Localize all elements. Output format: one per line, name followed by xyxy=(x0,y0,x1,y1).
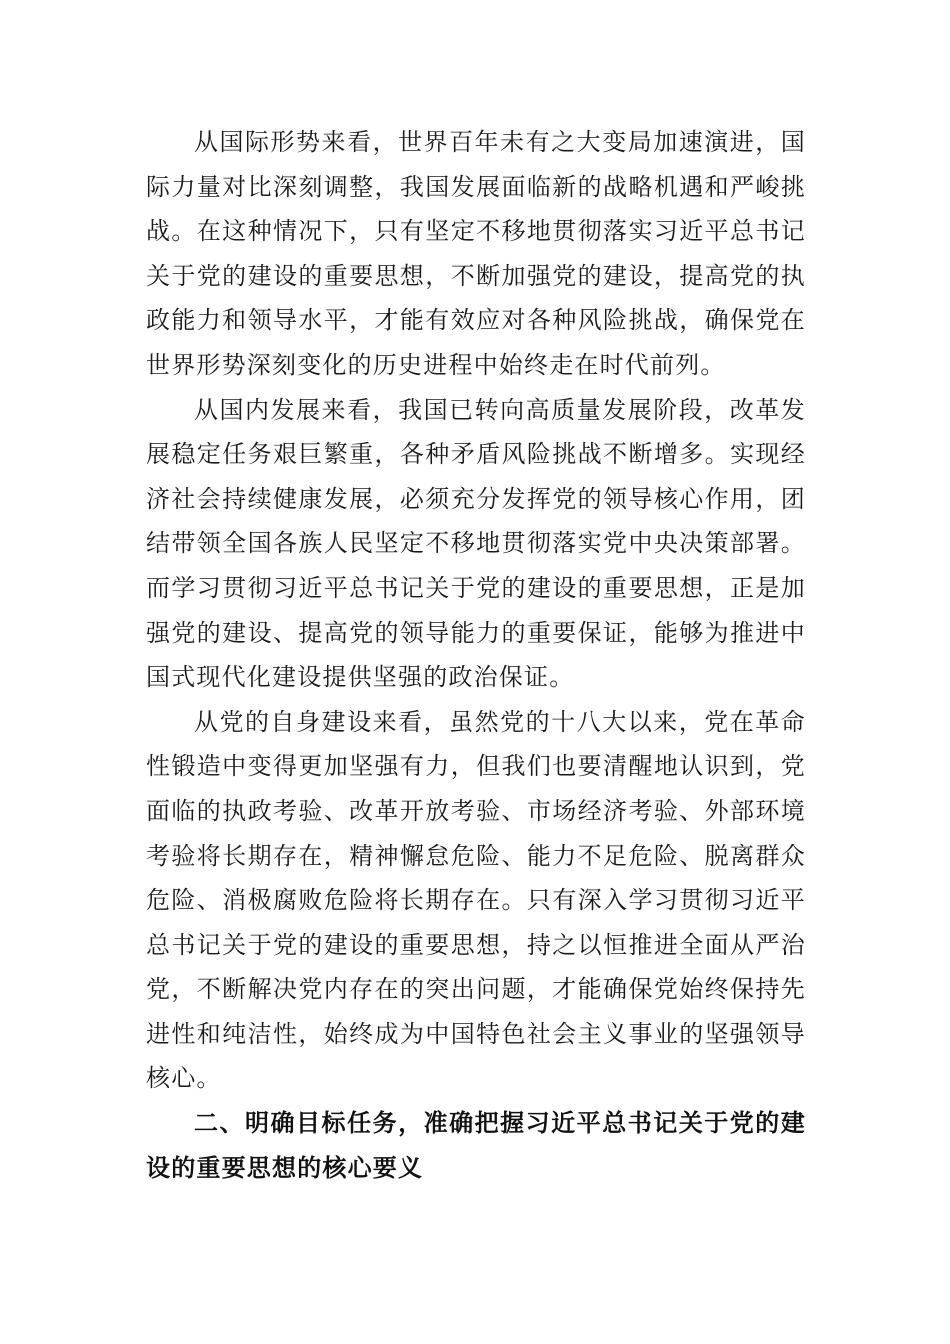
paragraph-international-situation: 从国际形势来看，世界百年未有之大变局加速演进，国际力量对比深刻调整，我国发展面临新的战略机遇和严峻挑战。在这种情况下，只有坚定不移地贯彻落实习近平总书记关于党的建设的重要思想，不断加强党的建设，提高党的执政能力和领导水平，才能有效应对各种风险挑战，确保党在世界形势深刻变化的历史进程中始终走在时代前列。 xyxy=(146,128,806,379)
paragraph-domestic-development: 从国内发展来看，我国已转向高质量发展阶段，改革发展稳定任务艰巨繁重，各种矛盾风险挑战不断增多。实现经济社会持续健康发展，必须充分发挥党的领导核心作用，团结带领全国各族人民坚定不移地贯彻落实党中央决策部署。而学习贯彻习近平总书记关于党的建设的重要思想，正是加强党的建设、提高党的领导能力的重要保证，能够为推进中国式现代化建设提供坚强的政治保证。 xyxy=(146,395,806,692)
section-heading: 二、明确目标任务，准确把握习近平总书记关于党的建设的重要思想的核心要义 xyxy=(146,1109,806,1182)
paragraph-party-self-building: 从党的自身建设来看，虽然党的十八大以来，党在革命性锻造中变得更加坚强有力，但我们也要清醒地认识到，党面临的执政考验、改革开放考验、市场经济考验、外部环境考验将长期存在，精神懈怠危险、能力不足危险、脱离群众危险、消极腐败危险将长期存在。只有深入学习贯彻习近平总书记关于党的建设的重要思想，持之以恒推进全面从严治党，不断解决党内存在的突出问题，才能确保党始终保持先进性和纯洁性，始终成为中国特色社会主义事业的坚强领导核心。 xyxy=(146,707,806,1093)
document-body xyxy=(146,120,806,1190)
